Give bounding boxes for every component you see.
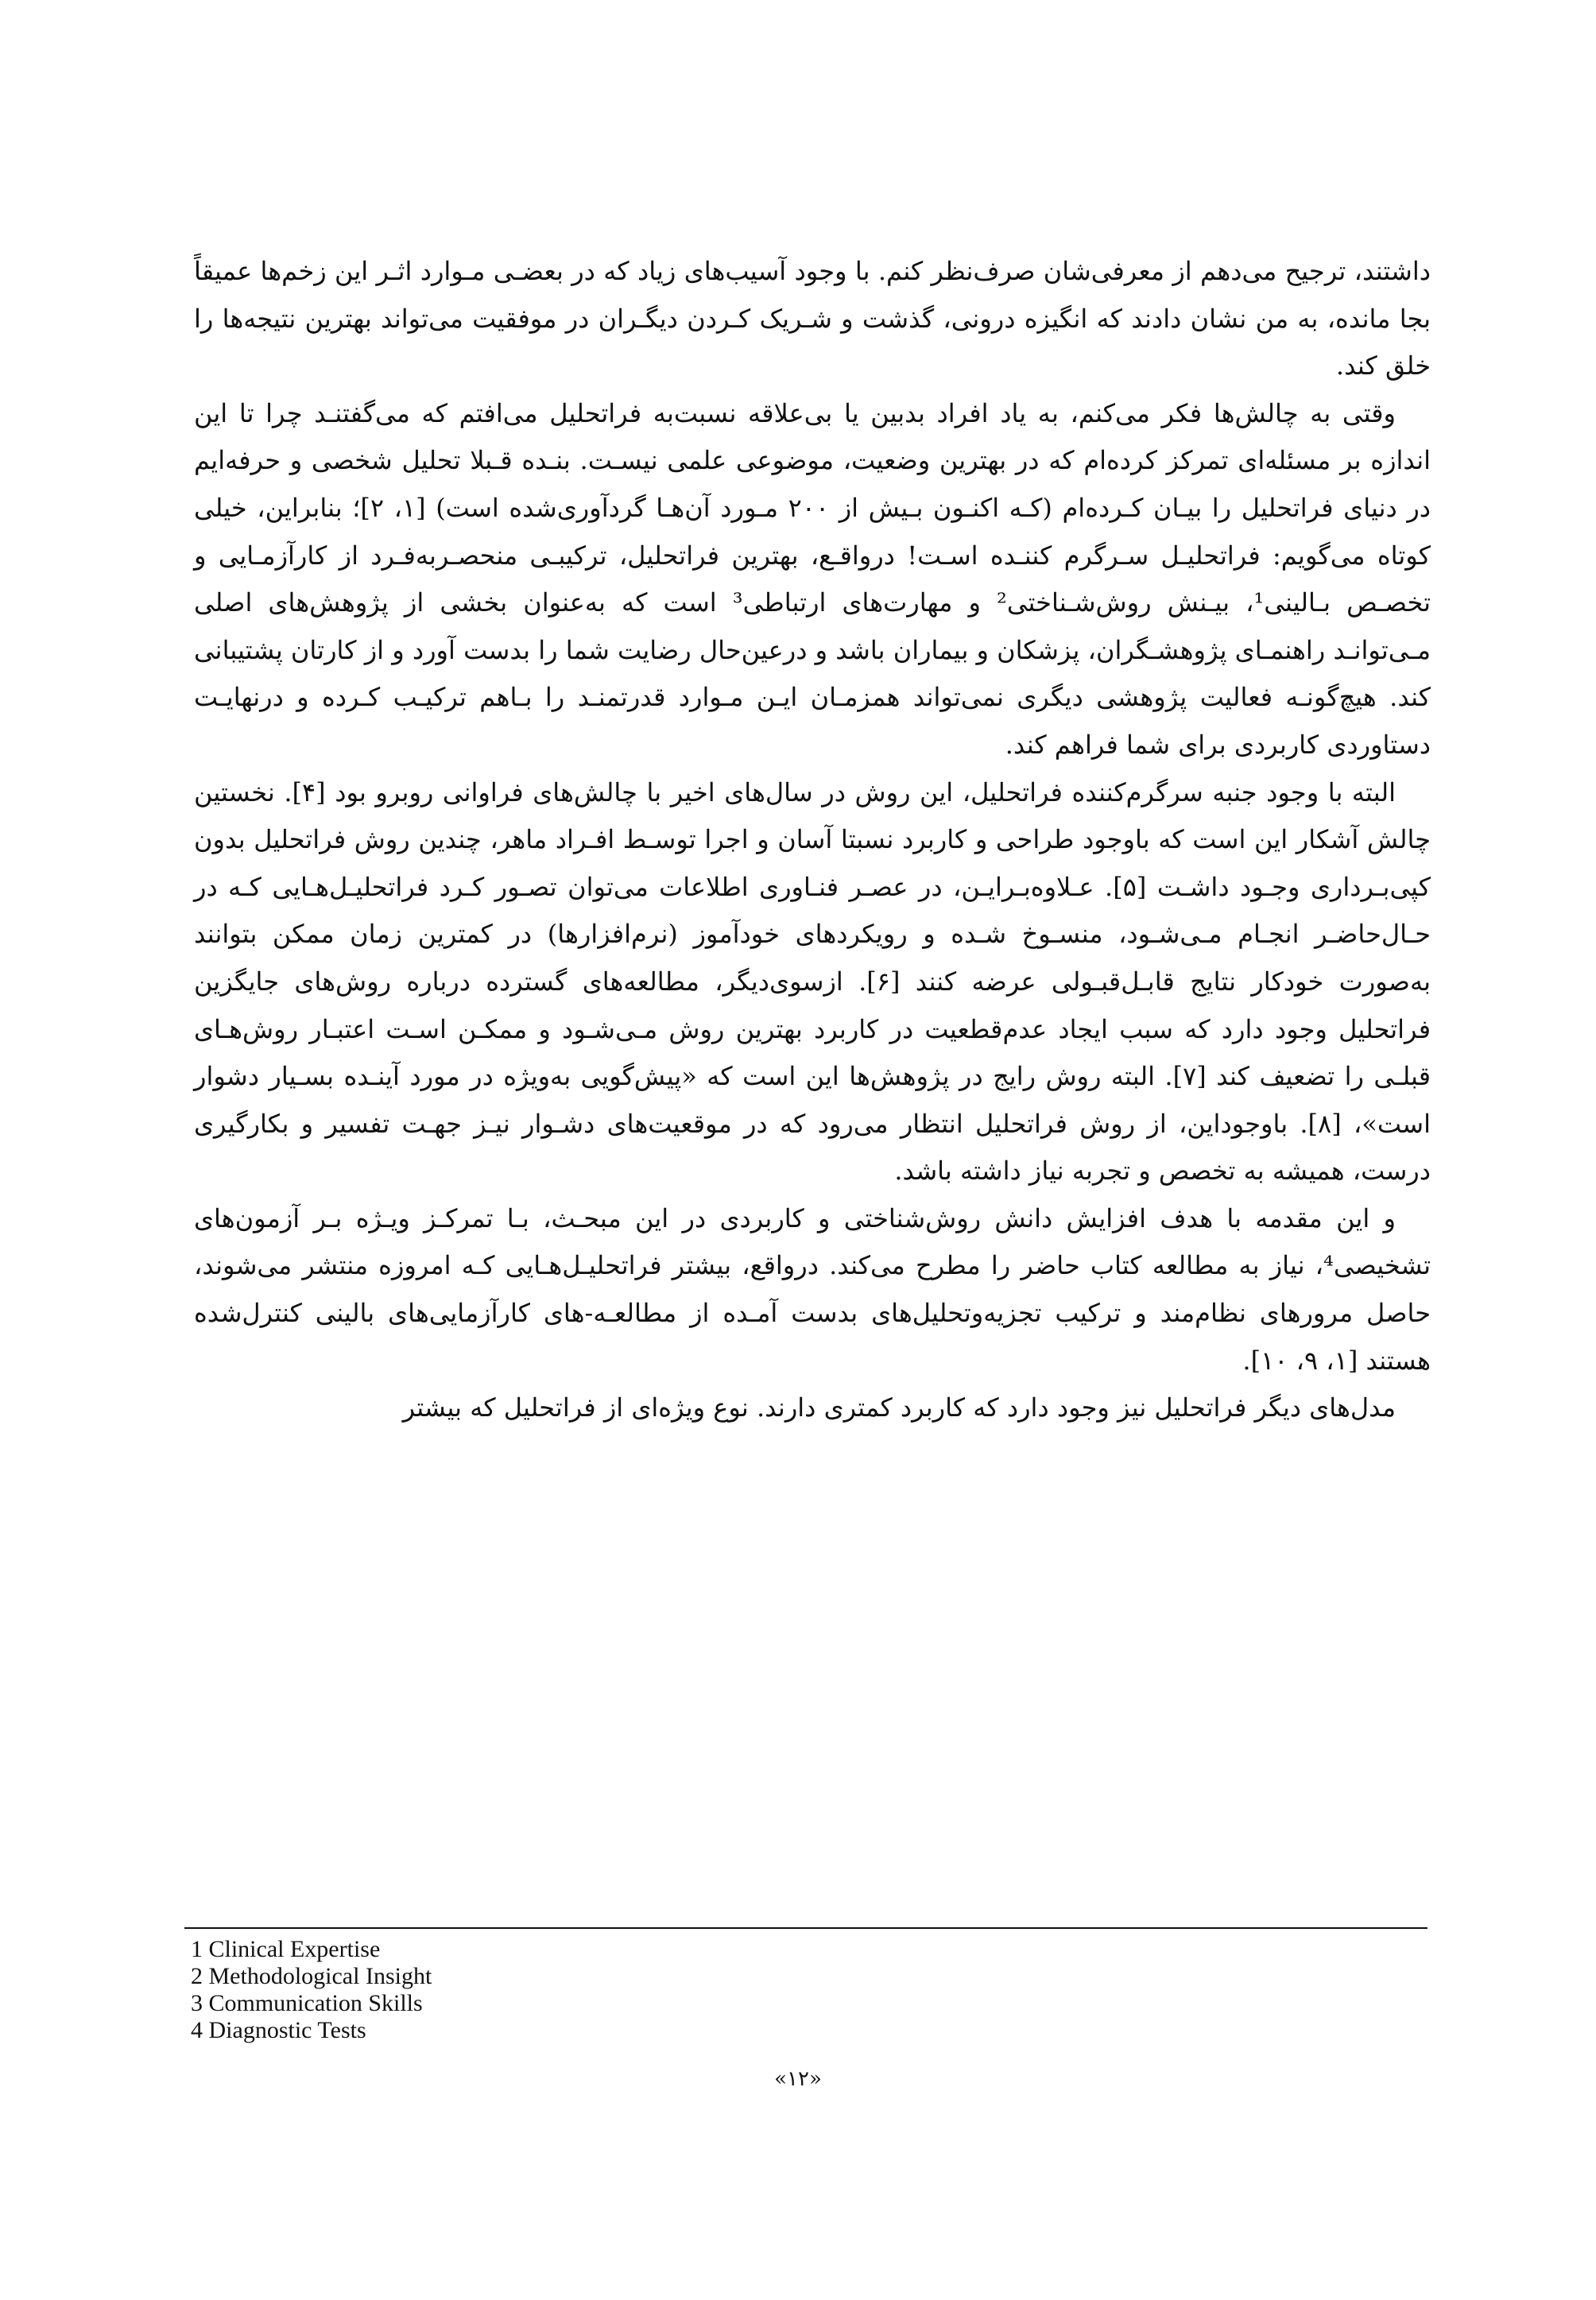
footnote-divider [184, 1927, 1427, 1929]
paragraph-3: البته با وجود جنبه سرگرم‌کننده فراتحلیل، این روش در سال‌های اخیر با چالش‌های فراوانی روبرو بود [۴]. نخستین چالش آشکار این است که باوجود طراحی و کاربرد نسبتا آسان و اجرا توسـط افـراد ماهر، چندین روش فراتحلیل بدون کپی‌بـرداری وجـود داشـت [۵]. عـلاوه‌بـرایـن، در عصـر فنـاوری اطلاعات می‌توان تصـور کـرد فراتحلیـل‌هـایی کـه در حـال‌حاضـر انجـام مـی‌شـود، منسـوخ شـده و رویکردهای خودآموز (نرم‌افزارها) در کمترین زمان ممکن بتوانند به‌صورت خودکار نتایج قابـل‌قبـولی عرضه کنند [۶]. ازسوی‌دیگر، مطالعه‌های گسترده درباره روش‌های جایگزین فراتحلیل وجود دارد که سبب ایجاد عدم‌قطعیت در کاربرد بهترین روش مـی‌شـود و ممکـن اسـت اعتبـار روش‌هـای قبلـی را تضعیف کند [۷]. البته روش رایج در پژوهش‌ها این است که «پیش‌گویی به‌ویژه در مورد آینـده بسـیار دشوار است»، [۸]. باوجوداین، از روش فراتحلیل انتظار می‌رود که در موقعیت‌های دشـوار نیـز جهـت تفسیر و بکارگیری درست، همیشه به تخصص و تجربه نیاز داشته باشد. [194, 776, 1431, 1187]
page-number: «۱۲» [774, 2067, 822, 2091]
paragraph-4: و این مقدمه با هدف افزایش دانش روش‌شناختی و کاربردی در این مبحـث، بـا تمرکـز ویـژه بـر آزمون‌های تشخیصی⁴، نیاز به مطالعه کتاب حاضر را مطرح می‌کند. درواقع، بیشتر فراتحلیـل‌هـایی کـه امروزه منتشر می‌شوند، حاصل مرورهای نظام‌مند و ترکیب تجزیه‌وتحلیل‌های بدست آمـده از مطالعـه-های کارآزمایی‌های بالینی کنترل‌شده هستند [۱، ۹، ۱۰]. [194, 1202, 1431, 1376]
footnote-3: 3 Communication Skills [191, 1990, 423, 2016]
footnotes [191, 1936, 986, 2044]
paragraph-2: وقتی به چالش‌ها فکر می‌کنم، به یاد افراد بدبین یا بی‌علاقه نسبت‌به فراتحلیل می‌افتم که می‌گفتنـد چرا تا این اندازه بر مسئله‌ای تمرکز کرده‌ام که در بهترین وضعیت، موضوعی علمی نیسـت. بنـده قـبلا تحلیل شخصی و حرفه‌ایم در دنیای فراتحلیل را بیـان کـرده‌ام (کـه اکنـون بـیش از ۲۰۰ مـورد آن‌هـا گردآوری‌شده است) [۱، ۲]؛ بنابراین، خیلی کوتاه می‌گویم: فراتحلیـل سـرگرم کننـده اسـت! درواقـع، بهترین فراتحلیل، ترکیبـی منحصـربه‌فـرد از کارآزمـایی و تخصـص بـالینی¹، بیـنش روش‌شـناختی² و مهارت‌های ارتباطی³ است که به‌عنوان بخشی از پژوهش‌های اصلی مـی‌توانـد راهنمـای پژوهشـگران، پزشکان و بیماران باشد و درعین‌حال رضایت شما را بدست آورد و از کارتان پشتیبانی کند. هیچ‌گونـه فعالیت پژوهشی دیگری نمی‌تواند همزمـان ایـن مـوارد قدرتمنـد را بـاهم ترکیـب کـرده و درنهایـت دستاوردی کاربردی برای شما فراهم کند. [194, 397, 1431, 760]
footnote-1: 1 Clinical Expertise [191, 1936, 381, 1962]
paragraph-5: مدل‌های دیگر فراتحلیل نیز وجود دارد که کاربرد کمتری دارند. نوع ویژه‌ای از فراتحلیل که بیشتر [402, 1392, 1396, 1423]
body-text [194, 248, 1431, 1432]
footnote-2: 2 Methodological Insight [191, 1963, 432, 1989]
paragraph-1: داشتند، ترجیح می‌دهم از معرفی‌شان صرف‌نظر کنم. با وجود آسیب‌های زیاد که در بعضـی مـوارد اثـر این زخم‌ها عمیقاً بجا مانده، به من نشان دادند که انگیزه درونی، گذشت و شـریک کـردن دیگـران در موفقیت می‌تواند بهترین نتیجه‌ها را خلق کند. [194, 256, 1431, 381]
footnote-4: 4 Diagnostic Tests [191, 2017, 366, 2043]
